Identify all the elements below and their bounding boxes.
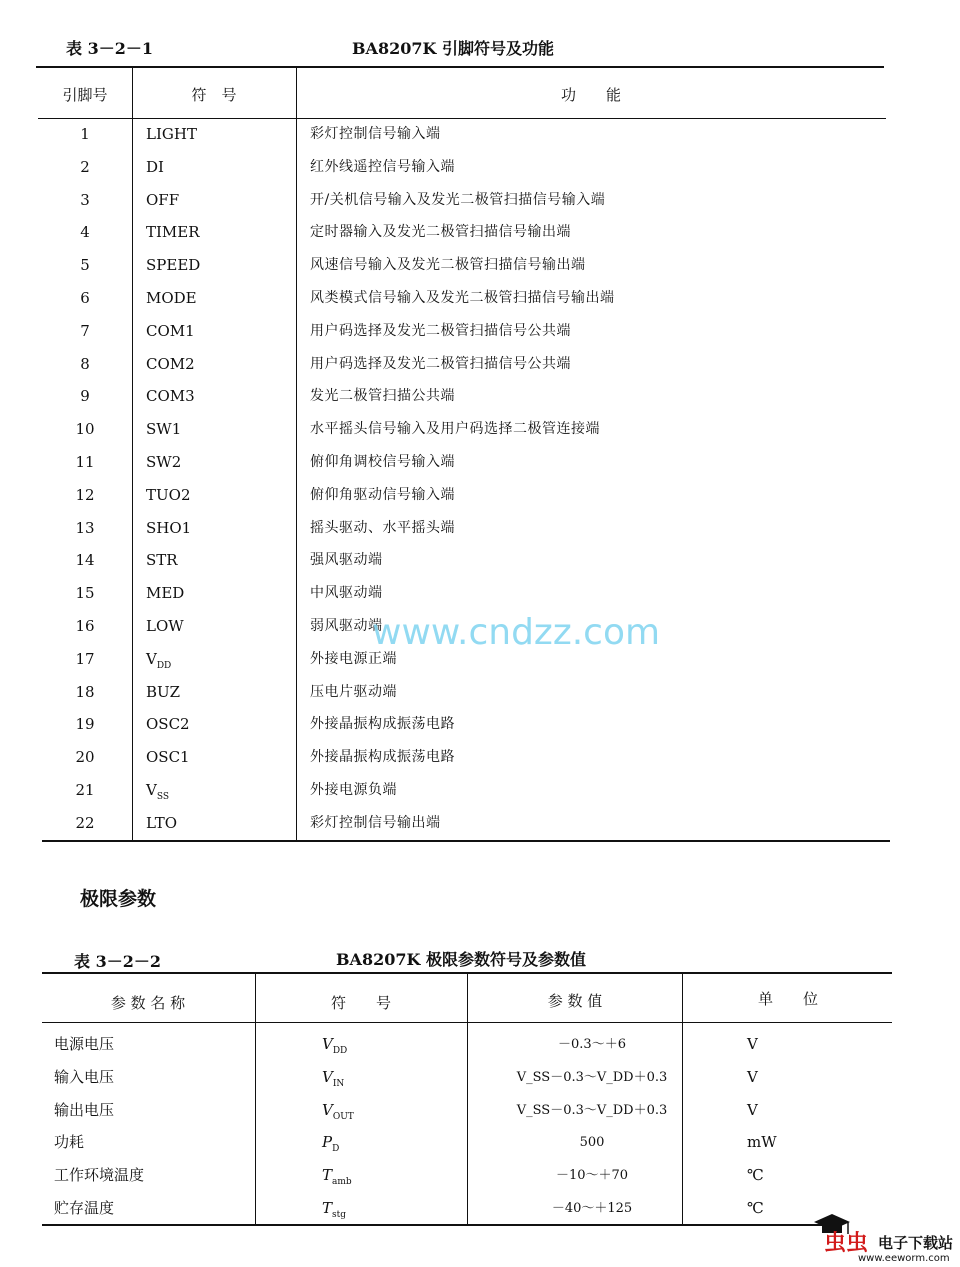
param-value: 500 <box>579 1135 605 1151</box>
pin-function: 中风驱动端 <box>310 585 383 602</box>
pin-function: 俯仰角驱动信号输入端 <box>310 486 455 503</box>
pin-symbol: BUZ <box>146 682 181 701</box>
table1-row <box>40 380 890 413</box>
table1-row <box>40 216 890 249</box>
param-value: －0.3～＋6 <box>558 1037 626 1052</box>
pin-symbol: SPEED <box>146 256 201 275</box>
param-value: －40～＋125 <box>551 1201 633 1216</box>
pin-symbol: SW1 <box>146 420 182 439</box>
table1-row <box>40 118 890 151</box>
param-name: 电源电压 <box>54 1035 115 1053</box>
pin-symbol: STR <box>146 551 178 570</box>
pin-symbol: MED <box>146 584 185 603</box>
table1-row <box>40 282 890 315</box>
table1-row <box>40 577 890 610</box>
table2-header-name: 参 数 名 称 <box>110 994 186 1012</box>
param-unit: ℃ <box>747 1199 764 1217</box>
pin-function: 强风驱动端 <box>310 552 383 569</box>
table1-header-symbol: 符 号 <box>191 86 237 104</box>
param-value: －10～＋70 <box>555 1168 629 1184</box>
section-heading: 极限参数 <box>80 888 157 910</box>
pin-function: 用户码选择及发光二极管扫描信号公共端 <box>310 355 571 372</box>
table1-row <box>40 184 890 217</box>
pin-number: 17 <box>75 649 95 668</box>
param-symbol: $T_{amb}$ <box>322 1166 352 1188</box>
pin-function: 风速信号输入及发光二极管扫描信号输出端 <box>310 257 586 274</box>
table1-row <box>40 413 890 446</box>
pin-symbol: COM2 <box>146 354 195 373</box>
param-name: 功耗 <box>54 1133 85 1152</box>
pin-number: 8 <box>80 354 90 373</box>
param-symbol: $P_D$ <box>322 1133 340 1155</box>
pin-function: 彩灯控制信号输出端 <box>310 814 441 831</box>
table2-label: 表 3－2－2 <box>74 952 161 971</box>
pin-function: 外接晶振构成振荡电路 <box>310 749 455 766</box>
pin-function: 外接电源负端 <box>310 782 397 798</box>
table2-row <box>42 1094 892 1127</box>
param-unit: V <box>747 1067 758 1086</box>
table1-row <box>40 446 890 479</box>
pin-number: 6 <box>80 289 90 307</box>
param-unit: ℃ <box>747 1166 764 1185</box>
pin-function: 定时器输入及发光二极管扫描信号输出端 <box>310 224 571 241</box>
table1-header-no: 引脚号 <box>62 86 108 104</box>
table2-row <box>42 1192 892 1225</box>
table2-header-value: 参 数 值 <box>547 992 603 1010</box>
param-symbol: $T_{stg}$ <box>322 1199 347 1220</box>
pin-symbol: LOW <box>146 617 184 635</box>
pin-symbol: TIMER <box>146 223 200 242</box>
table2-row <box>42 1028 892 1061</box>
table1-row <box>40 544 890 577</box>
table1-row <box>40 315 890 348</box>
table1-bottom-rule <box>42 840 890 842</box>
pin-number: 3 <box>80 190 90 209</box>
pin-symbol: COM3 <box>146 387 195 406</box>
pin-number: 5 <box>80 256 90 275</box>
pin-function: 弱风驱动端 <box>310 618 383 634</box>
pin-symbol: COM1 <box>146 321 195 340</box>
param-value: V_SS－0.3～V_DD＋0.3 <box>516 1102 668 1118</box>
pin-function: 摇头驱动、水平摇头端 <box>310 519 455 536</box>
pin-symbol: SHO1 <box>146 518 192 537</box>
table2-row <box>42 1126 892 1159</box>
pin-number: 15 <box>75 584 95 603</box>
param-unit: V <box>747 1100 758 1119</box>
pin-symbol: OFF <box>146 190 180 209</box>
pin-symbol: $V_{DD}$ <box>146 649 172 671</box>
pin-number: 12 <box>75 485 95 504</box>
pin-function: 风类模式信号输入及发光二极管扫描信号输出端 <box>310 290 615 306</box>
param-symbol: $V_{IN}$ <box>322 1067 345 1089</box>
pin-symbol: SW2 <box>146 453 182 471</box>
table2-row <box>42 1061 892 1094</box>
pin-symbol: LIGHT <box>146 125 197 143</box>
param-value: V_SS－0.3～V_DD＋0.3 <box>516 1069 668 1085</box>
table1-top-rule <box>36 66 884 68</box>
pin-function: 压电片驱动端 <box>310 683 397 700</box>
param-unit: V <box>747 1035 758 1053</box>
table1-row <box>40 807 890 840</box>
pin-function: 用户码选择及发光二极管扫描信号公共端 <box>310 322 571 339</box>
pin-number: 2 <box>80 157 90 176</box>
param-symbol: $V_{DD}$ <box>322 1035 348 1056</box>
table1-row <box>40 676 890 709</box>
pin-number: 10 <box>75 420 95 439</box>
site-logo <box>810 1210 960 1267</box>
pin-number: 16 <box>75 617 95 635</box>
pin-symbol: TUO2 <box>146 485 191 504</box>
pin-function: 彩灯控制信号输入端 <box>310 126 441 142</box>
pin-function: 开/关机信号输入及发光二极管扫描信号输入端 <box>310 191 606 208</box>
table1-row <box>40 774 890 807</box>
pin-number: 18 <box>75 682 95 701</box>
pin-symbol: OSC1 <box>146 748 190 767</box>
table2-row <box>42 1159 892 1192</box>
table1-label: 表 3－2－1 <box>66 39 153 58</box>
pin-function: 红外线遥控信号输入端 <box>310 158 455 175</box>
param-name: 工作环境温度 <box>54 1166 145 1185</box>
pin-function: 外接电源正端 <box>310 650 397 667</box>
pin-number: 19 <box>75 715 95 734</box>
table1-row <box>40 512 890 545</box>
pin-symbol: DI <box>146 157 164 176</box>
table1-row <box>40 348 890 381</box>
pin-number: 4 <box>80 223 90 242</box>
param-unit: mW <box>747 1133 777 1152</box>
table1-row <box>40 741 890 774</box>
logo-text: 电子下载站 <box>878 1234 954 1252</box>
param-name: 输出电压 <box>54 1100 115 1119</box>
table2-title: BA8207K 极限参数符号及参数值 <box>336 950 586 969</box>
table1-row <box>40 708 890 741</box>
table1-title: BA8207K 引脚符号及功能 <box>352 39 554 58</box>
watermark: www.cndzz.com <box>372 612 661 653</box>
table2-header-symbol: 符 号 <box>330 994 391 1012</box>
pin-symbol: OSC2 <box>146 715 190 734</box>
pin-number: 13 <box>75 518 95 537</box>
pin-number: 20 <box>75 748 95 767</box>
pin-number: 22 <box>75 813 95 832</box>
param-name: 贮存温度 <box>54 1199 115 1217</box>
logo-chars: 虫虫 <box>824 1231 869 1256</box>
pin-function: 水平摇头信号输入及用户码选择二极管连接端 <box>310 421 600 438</box>
pin-number: 21 <box>75 781 95 799</box>
pin-number: 7 <box>80 321 90 340</box>
pin-number: 9 <box>80 387 90 406</box>
param-name: 输入电压 <box>54 1067 115 1086</box>
pin-number: 1 <box>80 125 90 143</box>
pin-symbol: LTO <box>146 813 178 832</box>
pin-function: 俯仰角调校信号输入端 <box>310 454 455 470</box>
pin-number: 11 <box>75 453 95 471</box>
logo-url: www.eeworm.com <box>858 1253 950 1264</box>
table2-header-unit: 单 位 <box>757 990 818 1008</box>
pin-symbol: MODE <box>146 289 197 307</box>
table1-row <box>40 249 890 282</box>
pin-function: 发光二极管扫描公共端 <box>310 388 455 405</box>
pin-function: 外接晶振构成振荡电路 <box>310 716 455 733</box>
table1-header-function: 功 能 <box>560 86 621 104</box>
table1-row <box>40 151 890 184</box>
table1-row <box>40 479 890 512</box>
pin-symbol: $V_{SS}$ <box>146 781 170 802</box>
param-symbol: $V_{OUT}$ <box>322 1100 354 1122</box>
pin-number: 14 <box>75 551 95 570</box>
